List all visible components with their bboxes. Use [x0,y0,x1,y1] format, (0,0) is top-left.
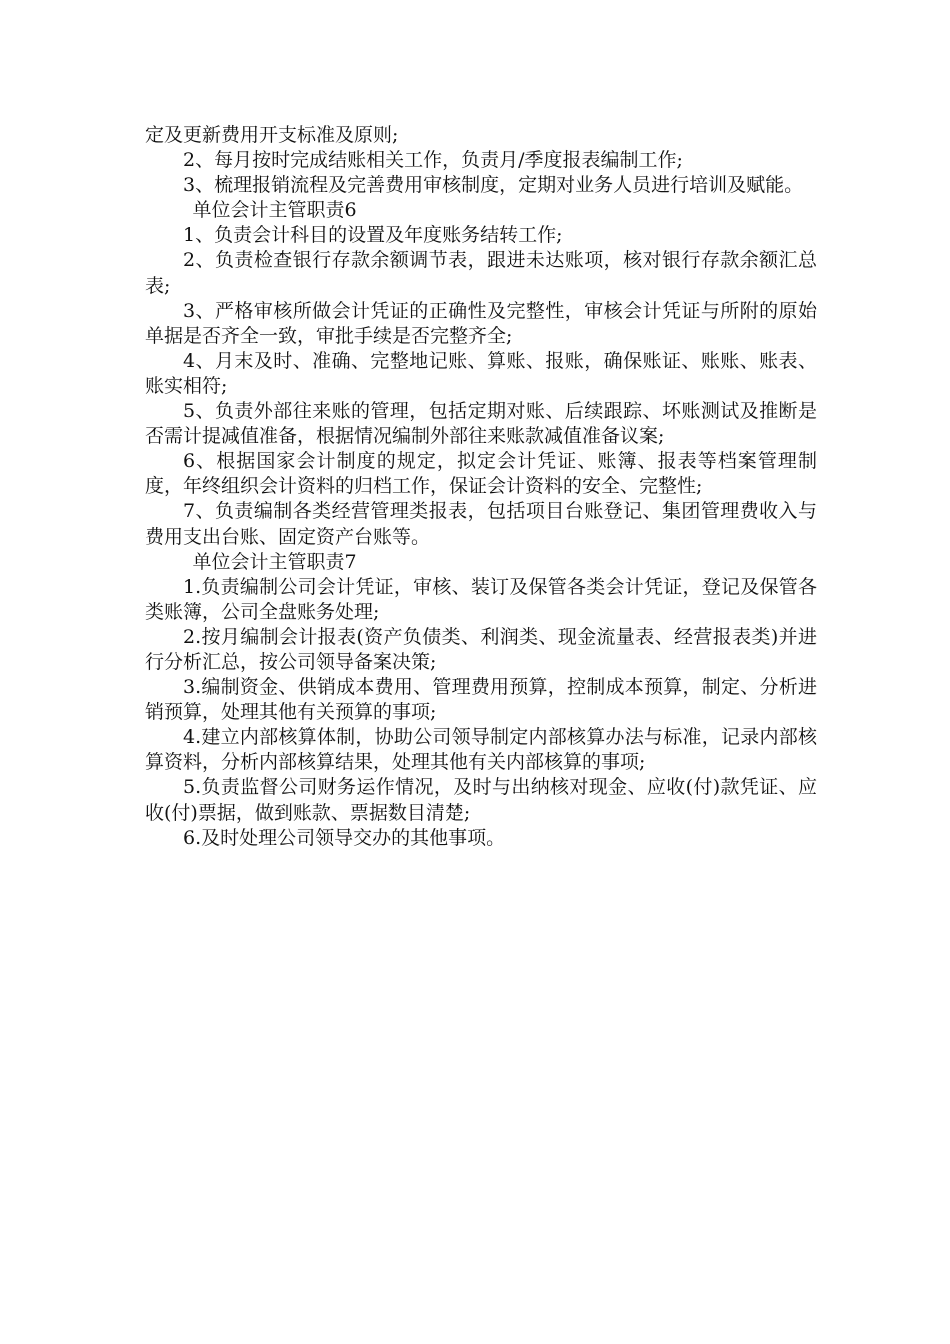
paragraph-item: 1、负责会计科目的设置及年度账务结转工作; [183,224,563,247]
paragraph-item: 4、月末及时、准确、完整地记账、算账、报账，确保账证、账账、账表、账实相符; [145,349,817,397]
paragraph-item: 6、根据国家会计制度的规定，拟定会计凭证、账簿、报表等档案管理制度，年终组织会计资料的归档工作，保证会计资料的安全、完整性; [145,450,817,498]
section-heading: 单位会计主管职责6 [192,199,357,222]
paragraph-item: 4.建立内部核算体制，协助公司领导制定内部核算办法与标准，记录内部核算资料，分析内部核算结果，处理其他有关内部核算的事项; [145,726,817,774]
paragraph-continuation: 定及更新费用开支标准及原则; [145,124,399,146]
section-heading: 单位会计主管职责7 [192,550,357,573]
paragraph-item: 2.按月编制会计报表(资产负债类、利润类、现金流量表、经营报表类)并进行分析汇总，按公司领导备案决策; [145,625,817,673]
paragraph-item: 3.编制资金、供销成本费用、管理费用预算，控制成本预算，制定、分析进销预算，处理其他有关预算的事项; [145,676,817,724]
paragraph-item: 3、严格审核所做会计凭证的正确性及完整性，审核会计凭证与所附的原始单据是否齐全一致，审批手续是否完整齐全; [145,299,817,347]
paragraph-item: 7、负责编制各类经营管理类报表，包括项目台账登记、集团管理费收入与费用支出台账、固定资产台账等。 [145,500,817,548]
paragraph-item: 1.负责编制公司会计凭证，审核、装订及保管各类会计凭证，登记及保管各类账簿，公司全盘账务处理; [145,575,817,623]
document-body [145,123,817,851]
paragraph-item: 2、每月按时完成结账相关工作，负责月/季度报表编制工作; [183,149,683,172]
paragraph-item: 2、负责检查银行存款余额调节表，跟进未达账项，核对银行存款余额汇总表; [145,249,817,297]
paragraph-item: 5、负责外部往来账的管理，包括定期对账、后续跟踪、坏账测试及推断是否需计提减值准备，根据情况编制外部往来账款减值准备议案; [145,400,817,448]
paragraph-item: 5.负责监督公司财务运作情况，及时与出纳核对现金、应收(付)款凭证、应收(付)票据，做到账款、票据数目清楚; [145,776,817,824]
paragraph-item: 6.及时处理公司领导交办的其他事项。 [183,826,506,849]
paragraph-item: 3、梳理报销流程及完善费用审核制度，定期对业务人员进行培训及赋能。 [183,174,804,197]
